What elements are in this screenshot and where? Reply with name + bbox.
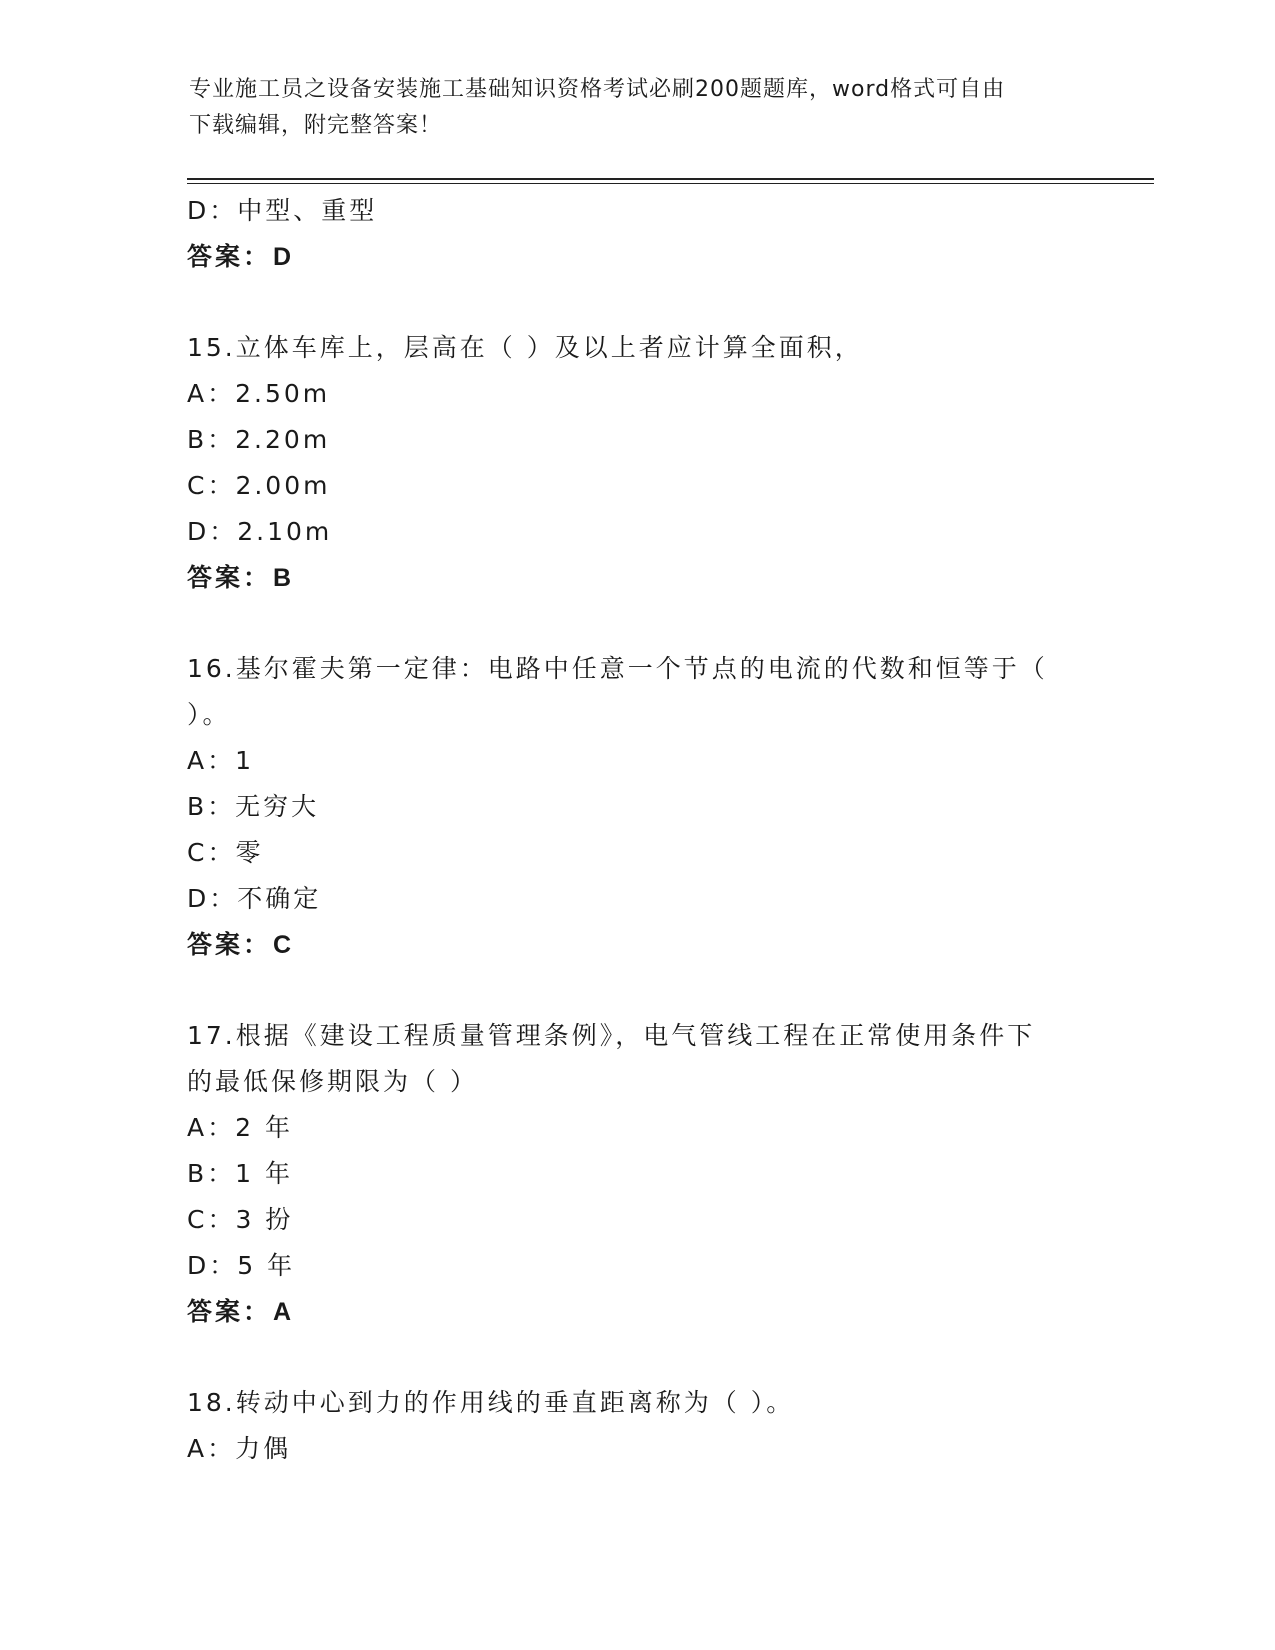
- option-c: C：3 扮: [187, 1205, 294, 1234]
- question-text-continued: ）。: [187, 700, 231, 729]
- option-a: A：2 年: [187, 1113, 293, 1142]
- document-header: [189, 72, 1089, 144]
- spacer: [187, 1335, 1087, 1380]
- option-d: D：2.10m: [187, 517, 333, 546]
- answer-label: 答案：: [187, 563, 272, 592]
- question-text: 15.立体车库上，层高在（ ）及以上者应计算全面积，: [187, 333, 863, 362]
- answer-label: 答案：: [187, 1297, 272, 1326]
- question-text: 16.基尔霍夫第一定律：电路中任意一个节点的电流的代数和恒等于（: [187, 654, 1048, 683]
- header-divider-thin: [187, 183, 1154, 184]
- option-d: D：不确定: [187, 884, 322, 913]
- answer-value: B: [273, 564, 294, 592]
- option-b: B：无穷大: [187, 792, 320, 821]
- option-c: C：2.00m: [187, 471, 331, 500]
- option-c: C：零: [187, 838, 264, 867]
- spacer: [187, 601, 1087, 646]
- answer-value: D: [273, 243, 294, 271]
- question-text-continued: 的最低保修期限为（ ）: [187, 1067, 478, 1096]
- answer-value: A: [273, 1298, 294, 1326]
- answer-label: 答案：: [187, 242, 272, 271]
- header-line-2: 下载编辑，附完整答案！: [189, 113, 443, 138]
- question-17: [187, 1013, 1087, 1335]
- answer-line: [187, 1289, 1087, 1335]
- spacer: [187, 968, 1087, 1013]
- answer-label: 答案：: [187, 930, 272, 959]
- answer-line: [187, 555, 1087, 601]
- option-d: D：5 年: [187, 1251, 296, 1280]
- option-a: A：1: [187, 746, 255, 775]
- option-a: A：力偶: [187, 1434, 292, 1463]
- question-text: 18.转动中心到力的作用线的垂直距离称为（ ）。: [187, 1388, 795, 1417]
- option-a: A：2.50m: [187, 379, 331, 408]
- header-line-1: 专业施工员之设备安装施工基础知识资格考试必刷200题题库，word格式可自由: [189, 77, 1006, 102]
- prev-question-option-d: D：中型、重型: [187, 196, 378, 225]
- option-b: B：2.20m: [187, 425, 331, 454]
- question-list: [187, 188, 1087, 1472]
- prev-question-answer: [187, 234, 1087, 280]
- option-b: B：1 年: [187, 1159, 294, 1188]
- question-16: [187, 646, 1087, 968]
- question-15: [187, 325, 1087, 601]
- answer-value: C: [273, 931, 294, 959]
- question-text: 17.根据《建设工程质量管理条例》，电气管线工程在正常使用条件下: [187, 1021, 1036, 1050]
- spacer: [187, 280, 1087, 325]
- answer-line: [187, 922, 1087, 968]
- header-divider-thick: [187, 178, 1154, 180]
- question-18: [187, 1380, 1087, 1472]
